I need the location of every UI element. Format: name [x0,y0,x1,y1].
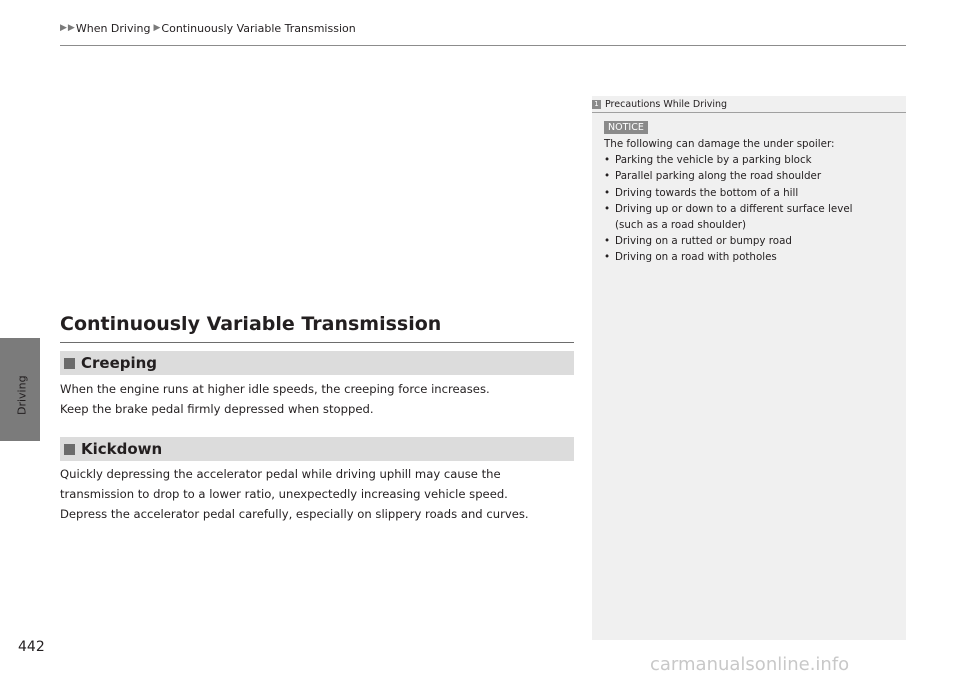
list-item-text-continued: (such as a road shoulder) [615,219,747,232]
paragraph-line: transmission to drop to a lower ratio, unexpectedly increasing vehicle speed. [60,487,508,501]
list-item-text: Driving up or down to a different surface level [615,202,853,215]
breadcrumb [60,19,359,37]
page-number: 442 [18,639,45,655]
note-marker-icon: 1 [592,100,601,109]
list-item [604,152,899,168]
chapter-tab-label: Driving [15,375,29,415]
side-note-body [604,136,899,266]
section-heading-text: Creeping [81,354,158,372]
paragraph-line: Keep the brake pedal firmly depressed when stopped. [60,402,374,416]
paragraph-line: Quickly depressing the accelerator pedal while driving uphill may cause the [60,467,501,481]
page-title: Continuously Variable Transmission [60,313,442,335]
section-heading-kickdown [60,437,574,461]
list-item-text: Driving on a road with potholes [615,251,777,264]
list-item-text: Parallel parking along the road shoulder [615,170,822,183]
breadcrumb-arrow-icon: ▶ [60,23,67,33]
title-divider [60,342,574,343]
notice-badge: NOTICE [604,121,648,134]
breadcrumb-item-when-driving[interactable]: When Driving [75,21,151,35]
bullet-icon: • [604,202,611,215]
square-bullet-icon [64,358,75,369]
list-item-text: Driving on a rutted or bumpy road [615,235,792,248]
side-note-title: Precautions While Driving [605,98,728,110]
breadcrumb-arrow-icon: ▶ [153,23,161,33]
list-item [604,185,899,201]
bullet-icon: • [604,170,611,183]
section-body-kickdown [60,464,580,524]
list-item [604,201,899,233]
list-item-text: Parking the vehicle by a parking block [615,154,812,167]
side-note-intro: The following can damage the under spoiler: [604,138,835,150]
breadcrumb-item-cvt[interactable]: Continuously Variable Transmission [161,21,356,35]
bullet-icon: • [604,235,611,248]
list-item [604,168,899,184]
list-item-text: Driving towards the bottom of a hill [615,186,799,199]
bullet-icon: • [604,186,611,199]
bullet-icon: • [604,154,611,167]
watermark-text: carmanualsonline.info [650,654,850,675]
section-heading-text: Kickdown [81,440,163,458]
list-item [604,233,899,249]
section-body-creeping [60,379,580,419]
paragraph-line: When the engine runs at higher idle speeds, the creeping force increases. [60,382,490,396]
breadcrumb-arrow-icon: ▶ [67,23,75,33]
section-heading-creeping [60,351,574,375]
header-divider [60,45,906,46]
paragraph-line: Depress the accelerator pedal carefully, especially on slippery roads and curves. [60,507,529,521]
side-note-list [604,152,899,265]
side-note-header [592,96,906,113]
square-bullet-icon [64,444,75,455]
list-item [604,249,899,265]
bullet-icon: • [604,251,611,264]
